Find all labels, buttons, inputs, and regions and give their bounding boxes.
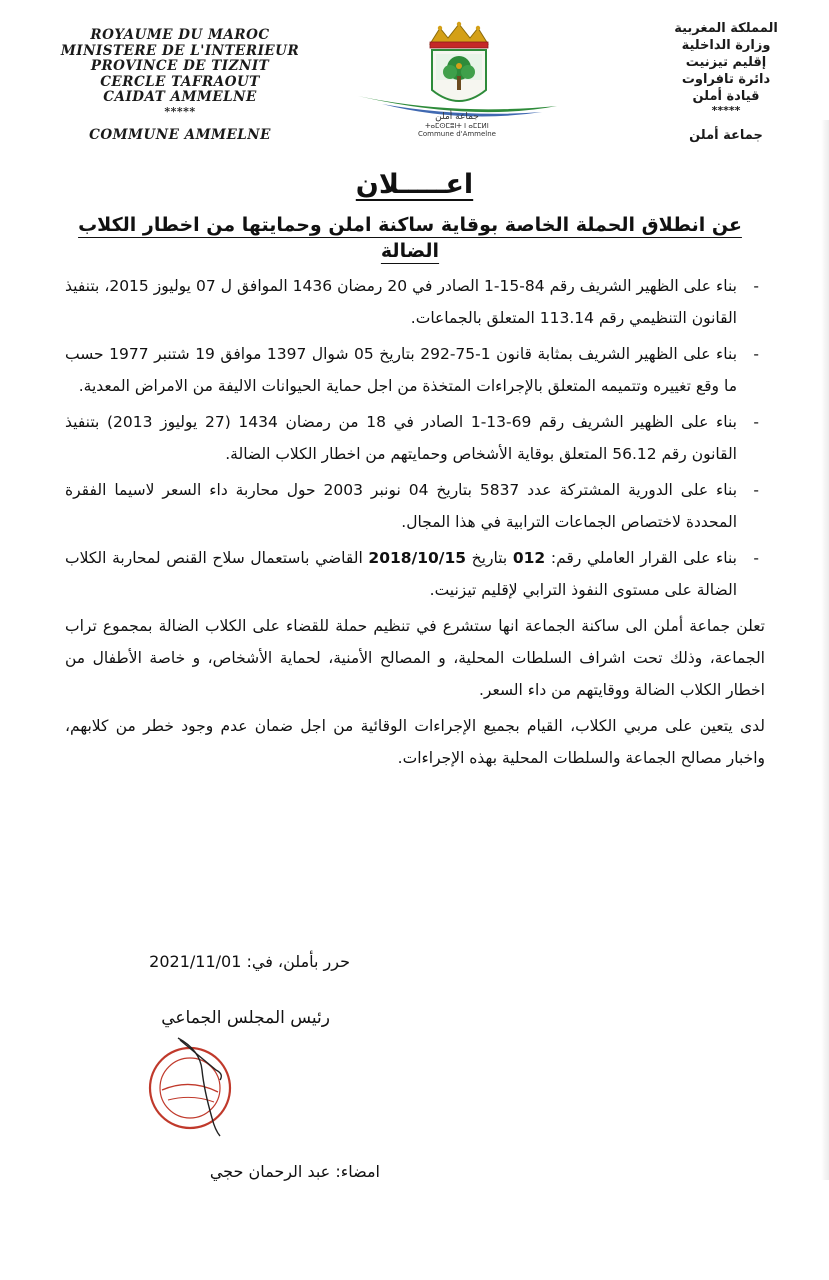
logo-caption-tif: ⵜⴰⵎⵙⵎⵓⵏⵜ ⵏ ⴰⵎⵎⵍⵏ bbox=[425, 122, 489, 130]
legal-reference-item bbox=[65, 270, 765, 334]
header-fr-line: ROYAUME DU MAROC bbox=[90, 27, 270, 43]
bullet-dash: - bbox=[753, 413, 759, 431]
official-stamp bbox=[120, 1030, 260, 1140]
bullet-dash: - bbox=[753, 345, 759, 363]
legal-reference-text: بتاريخ bbox=[466, 549, 513, 567]
announcement-paragraph: تعلن جماعة أملن الى ساكنة الجماعة انها ستشرع في تنظيم حملة للقضاء على الكلاب الضالة بمجموع تراب الجماعة، وذلك تحت اشراف السلطات المحلية، و المصالح الأمنية، لحماية الأشخاص، و خاصة الأطفال من اخطار الكلاب الضالة ووقايتهم من داء السعر. bbox=[65, 617, 765, 699]
legal-reference-text: القاضي باستعمال سلاح القنص لمحاربة الكلاب الضالة على مستوى النفوذ الترابي لإقليم تيزنيت. bbox=[65, 549, 737, 599]
bullet-dash: - bbox=[753, 277, 759, 295]
header-fr-line: CAIDAT AMMELNE bbox=[103, 89, 257, 105]
header-ar-line: وزارة الداخلية bbox=[681, 38, 771, 53]
bullet-dash: - bbox=[753, 481, 759, 499]
crown-icon bbox=[430, 22, 488, 48]
legal-reference-item bbox=[65, 474, 765, 538]
header-ar-stars: ***** bbox=[711, 104, 741, 117]
announcement-paragraph: لدى يتعين على مربي الكلاب، القيام بجميع الإجراءات الوقائية من اجل ضمان عدم وجود خطر من كلابهم، واخبار مصالح الجماعة والسلطات المحلية بهذه الإجراءات. bbox=[65, 717, 765, 767]
header-fr-line: PROVINCE DE TIZNIT bbox=[90, 58, 270, 74]
logo-caption bbox=[392, 112, 522, 138]
decision-date: 2018/10/15 bbox=[368, 549, 467, 567]
header-ar-commune: جماعة أملن bbox=[689, 128, 763, 143]
logo-caption-ar: جماعة أملن bbox=[435, 112, 479, 122]
header-ar-line: المملكة المغربية bbox=[674, 21, 778, 36]
decision-number: 012 bbox=[512, 549, 546, 567]
stamp-icon bbox=[150, 1048, 230, 1128]
header-ar-line: إقليم تيزنيت bbox=[685, 55, 767, 70]
announcement-title: اعـــــلان bbox=[355, 169, 474, 200]
header-ar-line: دائرة تافراوت bbox=[681, 72, 771, 87]
header-arabic bbox=[651, 20, 801, 144]
legal-reference-item bbox=[65, 406, 765, 470]
header-french bbox=[30, 28, 330, 143]
header-fr-line: MINISTERE DE L'INTERIEUR bbox=[60, 42, 300, 59]
header-fr-stars: ***** bbox=[164, 104, 196, 118]
legal-reference-text: بناء على الظهير الشريف بمثابة قانون 1-75-292 بتاريخ 05 شوال 1397 موافق 19 شتنبر 1977 حسب ما وقع تغييره وتتميمه المتعلق بالإجراءات المتخذة من اجل حماية الحيوانات الاليفة من الامراض المعدية. bbox=[65, 345, 738, 395]
legal-reference-text: بناء على القرار العاملي رقم: bbox=[545, 549, 737, 567]
legal-reference-item bbox=[65, 542, 765, 606]
announcement-subtitle: عن انطلاق الحملة الخاصة بوقاية ساكنة املن وحمايتها من اخطار الكلاب الضالة bbox=[78, 214, 742, 262]
header-fr-commune: COMMUNE AMMELNE bbox=[89, 126, 271, 143]
legal-reference-text: بناء على الظهير الشريف رقم 69-13-1 الصادر في 18 من رمضان 1434 (27 يوليوز 2013) بتنفيذ القانون رقم 56.12 المتعلق بوقاية الأشخاص وحمايتهم من اخطار الكلاب الضالة. bbox=[65, 413, 737, 463]
handwritten-signature-icon bbox=[178, 1038, 221, 1136]
issue-date: حرر بأملن، في: 2021/11/01 bbox=[149, 952, 350, 971]
bullet-dash: - bbox=[753, 549, 759, 567]
header-ar-line: قيادة أملن bbox=[692, 89, 760, 104]
legal-reference-text: بناء على الدورية المشتركة عدد 5837 بتاريخ 04 نونبر 2003 حول محاربة داء السعر لاسيما الفقرة المحددة لاختصاص الجماعات الترابية في هذا المجال. bbox=[65, 481, 738, 531]
logo-caption-fr: Commune d'Ammelne bbox=[417, 130, 496, 138]
announcement-body bbox=[65, 270, 765, 778]
legal-reference-text: بناء على الظهير الشريف رقم 84-15-1 الصادر في 20 رمضان 1436 الموافق ل 07 يوليوز 2015، بتنفيذ القانون التنظيمي رقم 113.14 المتعلق بالجماعات. bbox=[65, 277, 737, 327]
council-president-label: رئيس المجلس الجماعي bbox=[161, 1008, 330, 1028]
legal-reference-item bbox=[65, 338, 765, 402]
header-fr-line: CERCLE TAFRAOUT bbox=[100, 73, 260, 90]
signature-line: امضاء: عبد الرحمان حجي bbox=[209, 1162, 380, 1181]
scan-edge-shadow bbox=[821, 120, 829, 1180]
